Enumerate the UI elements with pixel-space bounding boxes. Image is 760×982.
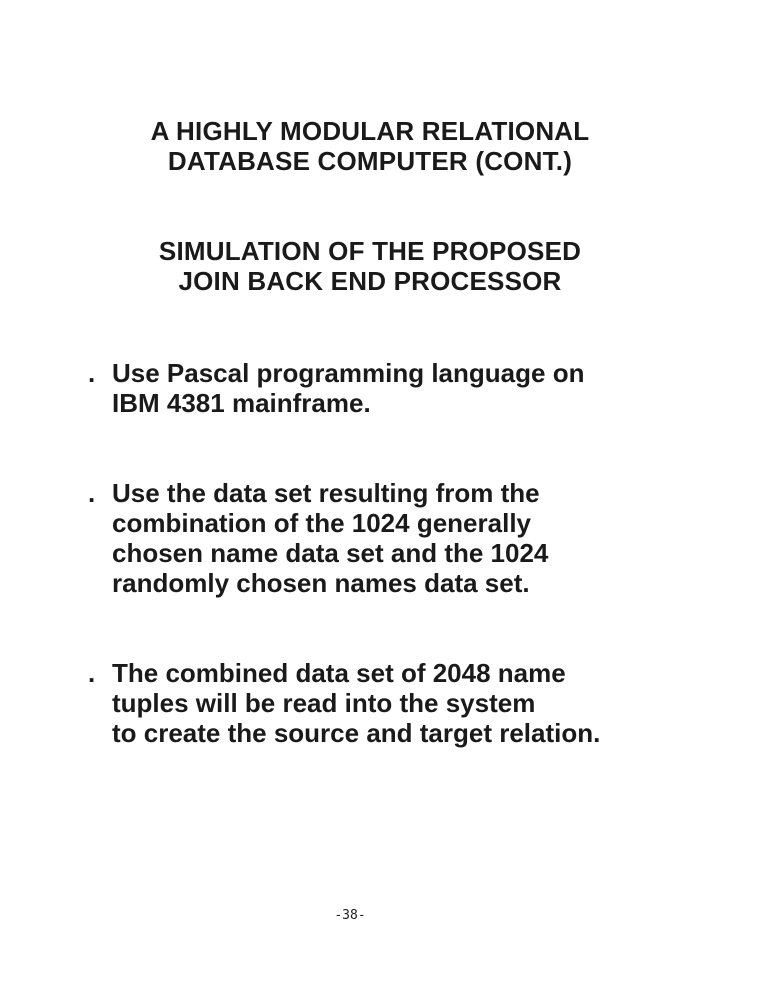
bullet-marker: . [88, 658, 96, 688]
bullet-marker: . [88, 478, 96, 508]
bullet-marker: . [88, 358, 96, 388]
bullet-text [112, 358, 652, 418]
bullet-line: randomly chosen names data set. [112, 568, 530, 598]
bullet-line: chosen name data set and the 1024 [112, 538, 549, 568]
title-line: DATABASE COMPUTER (CONT.) [167, 146, 573, 176]
bullet-line: combination of the 1024 generally [112, 508, 531, 538]
title-line: A HIGHLY MODULAR RELATIONAL [150, 116, 590, 146]
bullet-line: to create the source and target relation. [112, 718, 601, 748]
page-number: -38- [334, 908, 366, 923]
bullet-line: tuples will be read into the system [112, 688, 536, 718]
heading-line: SIMULATION OF THE PROPOSED [158, 236, 582, 266]
bullet-line: IBM 4381 mainframe. [112, 388, 371, 418]
heading-line: JOIN BACK END PROCESSOR [178, 266, 562, 296]
section-heading [0, 236, 740, 296]
bullet-line: Use the data set resulting from the [112, 478, 540, 508]
bullet-line: Use Pascal programming language on [112, 358, 585, 388]
page-title [0, 116, 740, 176]
bullet-line: The combined data set of 2048 name [112, 658, 566, 688]
bullet-text [112, 658, 652, 748]
bullet-text [112, 478, 652, 598]
